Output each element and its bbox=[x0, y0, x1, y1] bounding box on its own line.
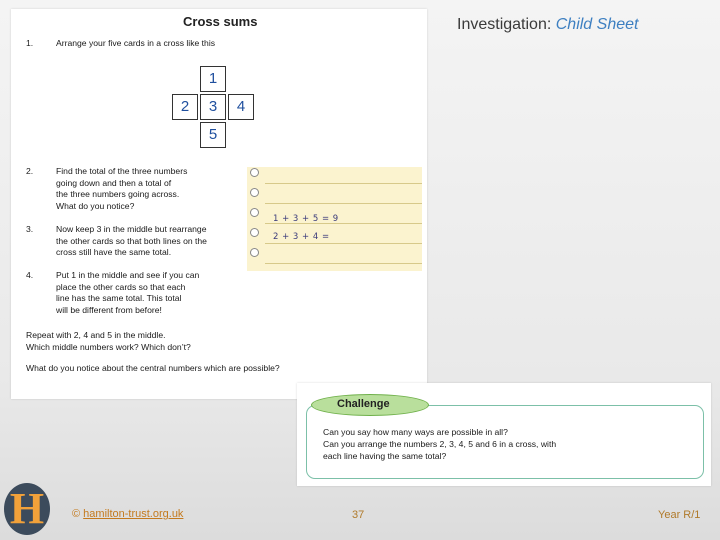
q4-number: 4. bbox=[26, 270, 34, 280]
title-prefix: Investigation: bbox=[457, 16, 556, 33]
q3-text: Now keep 3 in the middle but rearrange the other cards so that both lines on the cross still have the same total. bbox=[56, 224, 207, 257]
challenge-text: Can you say how many ways are possible in all? Can you arrange the numbers 2, 3, 4, 5 and 6 in a cross, with each line having the same total? bbox=[323, 427, 557, 461]
cross-bottom-card: 5 bbox=[200, 122, 226, 148]
cross-center-card: 3 bbox=[200, 94, 226, 120]
copyright-symbol: © bbox=[72, 508, 81, 520]
cross-right-card: 4 bbox=[228, 94, 254, 120]
q1-number: 1. bbox=[26, 38, 34, 48]
notebook-image bbox=[247, 167, 422, 271]
logo-letter: H bbox=[9, 484, 45, 533]
binder-ring-icon bbox=[250, 248, 259, 257]
q3-number: 3. bbox=[26, 224, 34, 234]
handwritten-line-2: 2 + 3 + 4 = bbox=[273, 232, 330, 242]
cross-top-card: 1 bbox=[200, 66, 226, 92]
footer-copyright bbox=[72, 508, 183, 520]
page-title bbox=[457, 16, 707, 34]
binder-ring-icon bbox=[250, 188, 259, 197]
q2-number: 2. bbox=[26, 166, 34, 176]
central-question: What do you notice about the central numbers which are possible? bbox=[26, 363, 280, 373]
cross-left-card: 2 bbox=[172, 94, 198, 120]
handwritten-line-1: 1 + 3 + 5 = 9 bbox=[273, 214, 339, 224]
binder-ring-icon bbox=[250, 168, 259, 177]
page-number: 37 bbox=[352, 509, 365, 521]
title-emphasis: Child Sheet bbox=[555, 16, 639, 33]
hamilton-logo bbox=[4, 483, 50, 535]
challenge-card bbox=[297, 383, 711, 486]
q2-text: Find the total of the three numbers going down and then a total of the three numbers going across. What do you notice? bbox=[56, 166, 188, 211]
worksheet bbox=[11, 9, 427, 399]
q1-text: Arrange your five cards in a cross like this bbox=[56, 38, 216, 48]
year-group: Year R/1 bbox=[658, 509, 701, 521]
binder-ring-icon bbox=[250, 228, 259, 237]
challenge-label: Challenge bbox=[337, 398, 390, 410]
cross-grid bbox=[172, 66, 254, 148]
repeat-text: Repeat with 2, 4 and 5 in the middle. Which middle numbers work? Which don’t? bbox=[26, 330, 191, 352]
binder-ring-icon bbox=[250, 208, 259, 217]
worksheet-title: Cross sums bbox=[183, 14, 258, 29]
q4-text: Put 1 in the middle and see if you can place the other cards so that each line has the same total. This total will be different from before! bbox=[56, 270, 200, 315]
hamilton-trust-link[interactable]: hamilton-trust.org.uk bbox=[83, 508, 184, 520]
